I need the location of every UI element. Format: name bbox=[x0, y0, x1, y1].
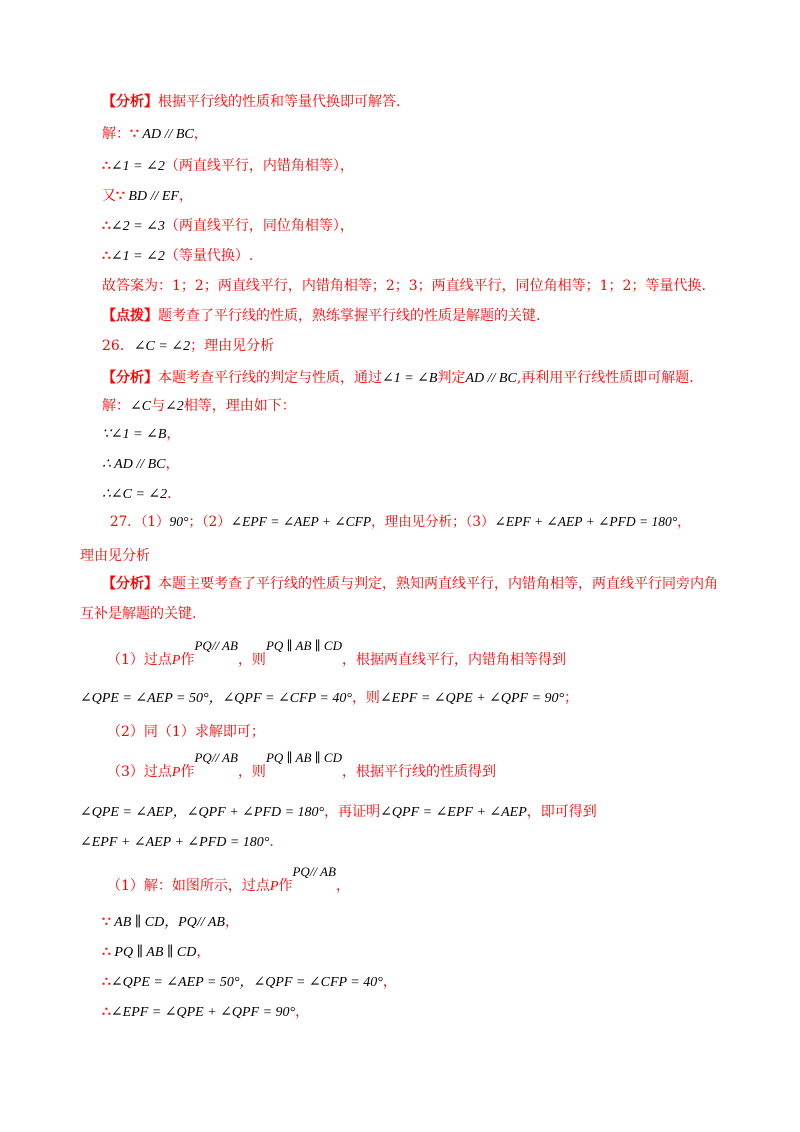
math-expr: PQ// AB bbox=[194, 638, 238, 653]
punctuation: ， bbox=[196, 944, 211, 960]
punctuation: ， bbox=[677, 514, 691, 530]
punctuation: . bbox=[269, 834, 274, 850]
math-expr: ∠QPF = ∠EPF + ∠AEP bbox=[380, 805, 527, 820]
step-text: ，根据两直线平行，内错角相等得到 bbox=[341, 652, 566, 668]
reason-text: （两直线平行，同位角相等）， bbox=[164, 218, 354, 234]
math-expr: ∵∠1 = ∠B bbox=[102, 427, 167, 442]
tip-tag: 【点拨】 bbox=[102, 308, 158, 324]
step-line bbox=[102, 972, 397, 993]
step-text: ，则 bbox=[237, 652, 266, 668]
reason-text: ；理由见分析 bbox=[190, 338, 275, 354]
step-line bbox=[102, 912, 239, 933]
step-text: ，则 bbox=[237, 764, 266, 780]
solution-text: 相等，理由如下： bbox=[183, 398, 296, 414]
punctuation: ， bbox=[178, 188, 193, 204]
math-expr: 90° bbox=[169, 514, 189, 529]
step-text: 作 bbox=[180, 652, 195, 668]
step-text: 作 bbox=[180, 764, 195, 780]
therefore-symbol: ∴ bbox=[102, 974, 111, 990]
therefore-symbol: ∴ bbox=[102, 218, 111, 234]
punctuation: . bbox=[167, 486, 172, 502]
math-expr: ∴∠C = ∠2 bbox=[102, 487, 168, 502]
step-line bbox=[102, 424, 180, 445]
math-expr: AB ∥ CD，PQ// AB bbox=[110, 915, 225, 930]
analysis-text: 判定 bbox=[437, 370, 466, 386]
step-line bbox=[102, 484, 172, 505]
point-label: P bbox=[171, 765, 181, 780]
question-26-line bbox=[102, 336, 274, 357]
math-expr: PQ// AB bbox=[292, 864, 336, 879]
solution-line bbox=[102, 396, 296, 417]
analysis-text: 本题考查平行线的判定与性质，通过 bbox=[158, 370, 382, 386]
step-line bbox=[80, 832, 274, 853]
math-expr: ∠1 = ∠B bbox=[382, 371, 438, 386]
question-number: 26． bbox=[102, 338, 134, 354]
analysis-line bbox=[102, 92, 400, 112]
step-line bbox=[102, 216, 354, 237]
step-line bbox=[80, 802, 597, 823]
math-expr: PQ ∥ AB ∥ CD bbox=[265, 750, 342, 765]
math-expr: PQ ∥ AB ∥ CD bbox=[110, 945, 197, 960]
math-expr: ∴ AD // BC bbox=[102, 457, 166, 472]
math-expr: ∠EPF + ∠AEP + ∠PFD = 180° bbox=[80, 835, 270, 850]
tip-line bbox=[102, 306, 540, 326]
analysis-text: 互补是解题的关键. bbox=[80, 606, 197, 622]
punctuation: ， bbox=[165, 456, 180, 472]
solution-text: 作 bbox=[278, 878, 293, 894]
solution-line bbox=[102, 124, 208, 145]
step-line bbox=[102, 156, 354, 177]
question-27-line bbox=[110, 512, 691, 532]
step-line bbox=[107, 722, 265, 742]
analysis-tag: 【分析】 bbox=[102, 94, 158, 110]
math-expr: ∠C = ∠2 bbox=[133, 339, 191, 354]
step-line bbox=[102, 1002, 309, 1023]
math-expr: AD // BC bbox=[465, 371, 517, 386]
punctuation: ， bbox=[295, 1004, 310, 1020]
part-label: （1） bbox=[140, 514, 170, 530]
step-text: ，再证明 bbox=[324, 804, 381, 820]
analysis-line bbox=[102, 368, 694, 389]
reason-text: （等量代换）. bbox=[164, 248, 254, 264]
therefore-symbol: ∴ bbox=[102, 158, 111, 174]
because-symbol: ∵ bbox=[130, 126, 139, 142]
solution-label: 解： bbox=[102, 126, 130, 142]
punctuation: ， bbox=[193, 126, 208, 142]
analysis-tag: 【分析】 bbox=[102, 576, 158, 592]
step-text: （2）同（1）求解即可； bbox=[107, 724, 265, 740]
solution-line bbox=[107, 864, 350, 897]
math-expr: ∠1 = ∠2 bbox=[110, 159, 165, 174]
answer-text: 故答案为：1；2；两直线平行，内错角相等；2；3；两直线平行，同位角相等；1；2；等量代换. bbox=[102, 278, 706, 294]
math-expr: ∠2 bbox=[165, 399, 184, 414]
math-expr: ∠QPE = ∠AEP，∠QPF + ∠PFD = 180° bbox=[80, 805, 325, 820]
punctuation: ； bbox=[564, 690, 579, 706]
step-line bbox=[102, 186, 193, 207]
therefore-symbol: ∴ bbox=[102, 248, 111, 264]
answer-text: 理由见分析 bbox=[80, 548, 150, 564]
point-label: P bbox=[171, 653, 181, 668]
analysis-line bbox=[102, 574, 718, 594]
math-expr: ∠2 = ∠3 bbox=[110, 219, 165, 234]
punctuation: ， bbox=[166, 426, 181, 442]
step-line bbox=[102, 246, 253, 267]
math-expr: ∠QPE = ∠AEP = 50°，∠QPF = ∠CFP = 40° bbox=[80, 691, 352, 706]
analysis-text: ,再利用平行线性质即可解题. bbox=[516, 370, 694, 386]
because-symbol: ∵ bbox=[102, 914, 111, 930]
step-text: ，则 bbox=[351, 690, 380, 706]
question-number: 27． bbox=[110, 514, 141, 530]
math-expr: ∠QPE = ∠AEP = 50°，∠QPF = ∠CFP = 40° bbox=[110, 975, 383, 990]
math-expr: PQ// AB bbox=[194, 750, 238, 765]
also-text: 又 bbox=[102, 188, 116, 204]
math-expr: PQ ∥ AB ∥ CD bbox=[265, 638, 342, 653]
step-text: ，根据平行线的性质得到 bbox=[341, 764, 496, 780]
punctuation: ， bbox=[335, 878, 350, 894]
analysis-text: 根据平行线的性质和等量代换即可解答. bbox=[158, 94, 401, 110]
step-line bbox=[107, 750, 496, 783]
step-text: （3）过点 bbox=[107, 764, 172, 780]
step-text: （1）过点 bbox=[107, 652, 172, 668]
solution-label: 解： bbox=[102, 398, 130, 414]
therefore-symbol: ∴ bbox=[102, 1004, 111, 1020]
math-expr: ∠EPF = ∠AEP + ∠CFP bbox=[230, 514, 372, 529]
answer-text: ，理由见分析；（3） bbox=[371, 514, 495, 530]
math-expr: ∠1 = ∠2 bbox=[110, 249, 165, 264]
math-expr: ∠EPF = ∠QPE + ∠QPF = 90° bbox=[110, 1005, 296, 1020]
reason-text: （两直线平行，内错角相等）， bbox=[164, 158, 354, 174]
solution-text: （1）解：如图所示，过点 bbox=[107, 878, 270, 894]
therefore-symbol: ∴ bbox=[102, 944, 111, 960]
answer-line bbox=[80, 546, 150, 566]
step-text: ，即可得到 bbox=[526, 804, 597, 820]
math-expr: ∠EPF = ∠QPE + ∠QPF = 90° bbox=[379, 691, 565, 706]
math-expr: ∠C bbox=[130, 399, 152, 414]
point-label: P bbox=[269, 879, 279, 894]
tip-text: 题考查了平行线的性质，熟练掌握平行线的性质是解题的关键. bbox=[158, 308, 541, 324]
step-line bbox=[102, 942, 210, 963]
step-line bbox=[80, 688, 578, 709]
because-symbol: ∵ bbox=[116, 188, 125, 204]
part-label: ；（2） bbox=[188, 514, 231, 530]
math-expr: ∠EPF + ∠AEP + ∠PFD = 180° bbox=[494, 514, 678, 529]
answer-line bbox=[102, 276, 706, 296]
math-expr: BD // EF bbox=[124, 189, 179, 204]
analysis-line bbox=[80, 604, 196, 624]
punctuation: ， bbox=[382, 974, 397, 990]
punctuation: ， bbox=[224, 914, 239, 930]
step-line bbox=[107, 638, 566, 671]
step-line bbox=[102, 454, 180, 475]
analysis-tag: 【分析】 bbox=[102, 370, 158, 386]
analysis-text: 本题主要考查了平行线的性质与判定，熟知两直线平行，内错角相等，两直线平行同旁内角 bbox=[158, 576, 718, 592]
math-expr: AD // BC bbox=[138, 127, 194, 142]
solution-text: 与 bbox=[151, 398, 166, 414]
